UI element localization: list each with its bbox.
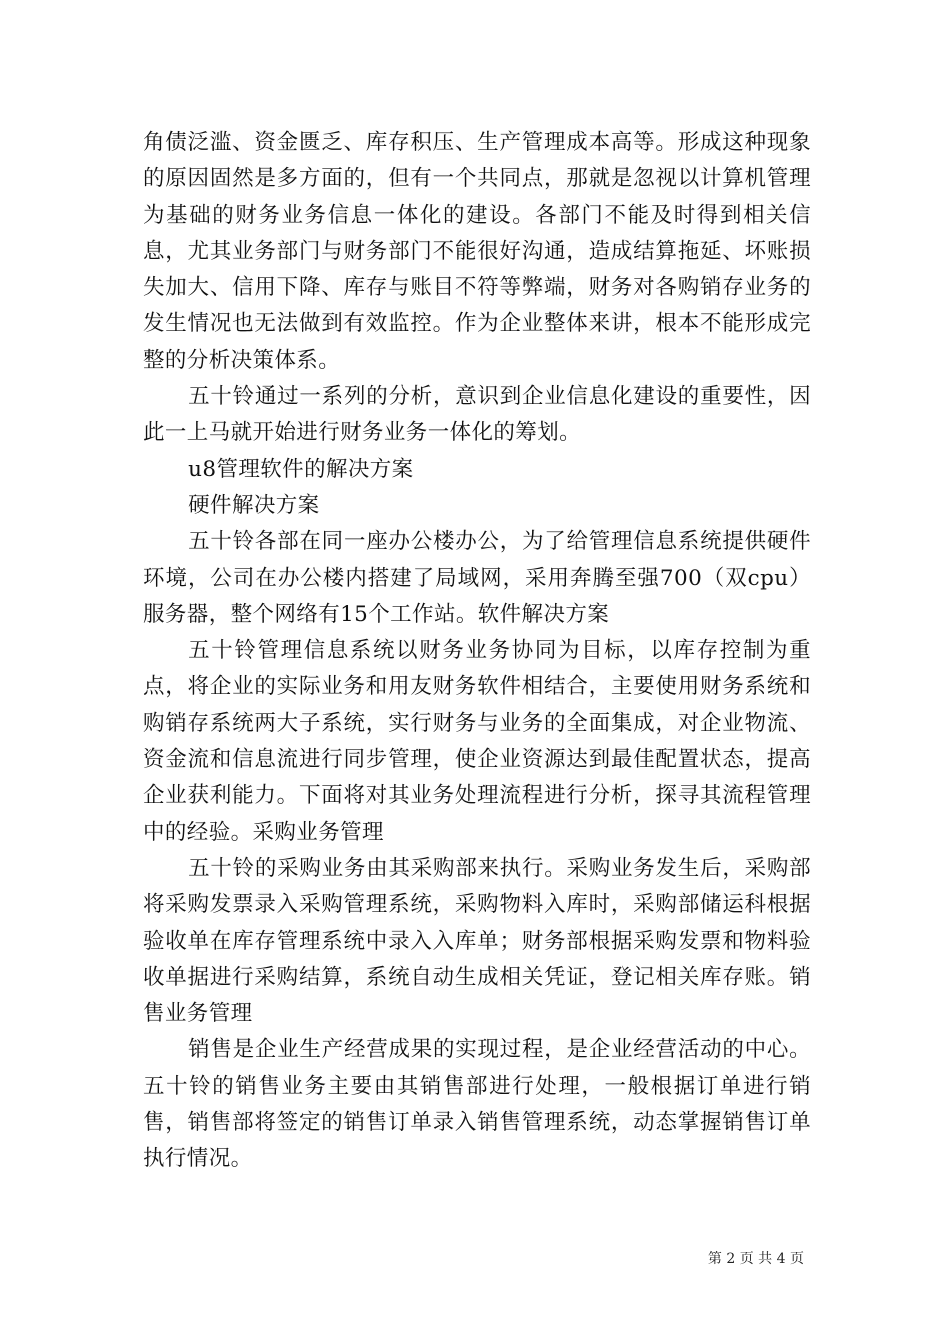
page-number: 第 2 页 共 4 页 bbox=[707, 1251, 804, 1267]
paragraph-hardware: 五十铃各部在同一座办公楼办公，为了给管理信息系统提供硬件环境，公司在办公楼内搭建了局域网，采用奔腾至强700（双cpu）服务器，整个网络有15个工作站。软件解决方案 bbox=[143, 529, 811, 627]
paragraph-system-goal: 五十铃管理信息系统以财务业务协同为目标，以库存控制为重点，将企业的实际业务和用友财务软件相结合，主要使用财务系统和购销存系统两大子系统，实行财务与业务的全面集成，对企业物流、资金流和信息流进行同步管理，使企业资源达到最佳配置状态，提高企业获利能力。下面将对其业务处理流程进行分析，探寻其流程管理中的经验。采购业务管理 bbox=[143, 638, 811, 845]
paragraph-1: 角债泛滥、资金匮乏、库存积压、生产管理成本高等。形成这种现象的原因固然是多方面的，但有一个共同点，那就是忽视以计算机管理为基础的财务业务信息一体化的建设。各部门不能及时得到相关信息，尤其业务部门与财务部门不能很好沟通，造成结算拖延、坏账损失加大、信用下降、库存与账目不符等弊端，财务对各购销存业务的发生情况也无法做到有效监控。作为企业整体来讲，根本不能形成完整的分析决策体系。 bbox=[143, 130, 811, 373]
document-body bbox=[143, 125, 811, 1178]
section-heading-hardware: 硬件解决方案 bbox=[188, 492, 320, 518]
section-heading-u8-solution: u8管理软件的解决方案 bbox=[188, 456, 414, 482]
paragraph-sales: 销售是企业生产经营成果的实现过程，是企业经营活动的中心。五十铃的销售业务主要由其销售部进行处理，一般根据订单进行销售，销售部将签定的销售订单录入销售管理系统，动态掌握销售订单执行情况。 bbox=[143, 1037, 811, 1172]
paragraph-2: 五十铃通过一系列的分析，意识到企业信息化建设的重要性，因此一上马就开始进行财务业务一体化的筹划。 bbox=[143, 384, 811, 446]
paragraph-purchasing: 五十铃的采购业务由其采购部来执行。采购业务发生后，采购部将采购发票录入采购管理系统，采购物料入库时，采购部储运科根据验收单在库存管理系统中录入入库单；财务部根据采购发票和物料验收单据进行采购结算，系统自动生成相关凭证，登记相关库存账。销售业务管理 bbox=[143, 855, 811, 1027]
